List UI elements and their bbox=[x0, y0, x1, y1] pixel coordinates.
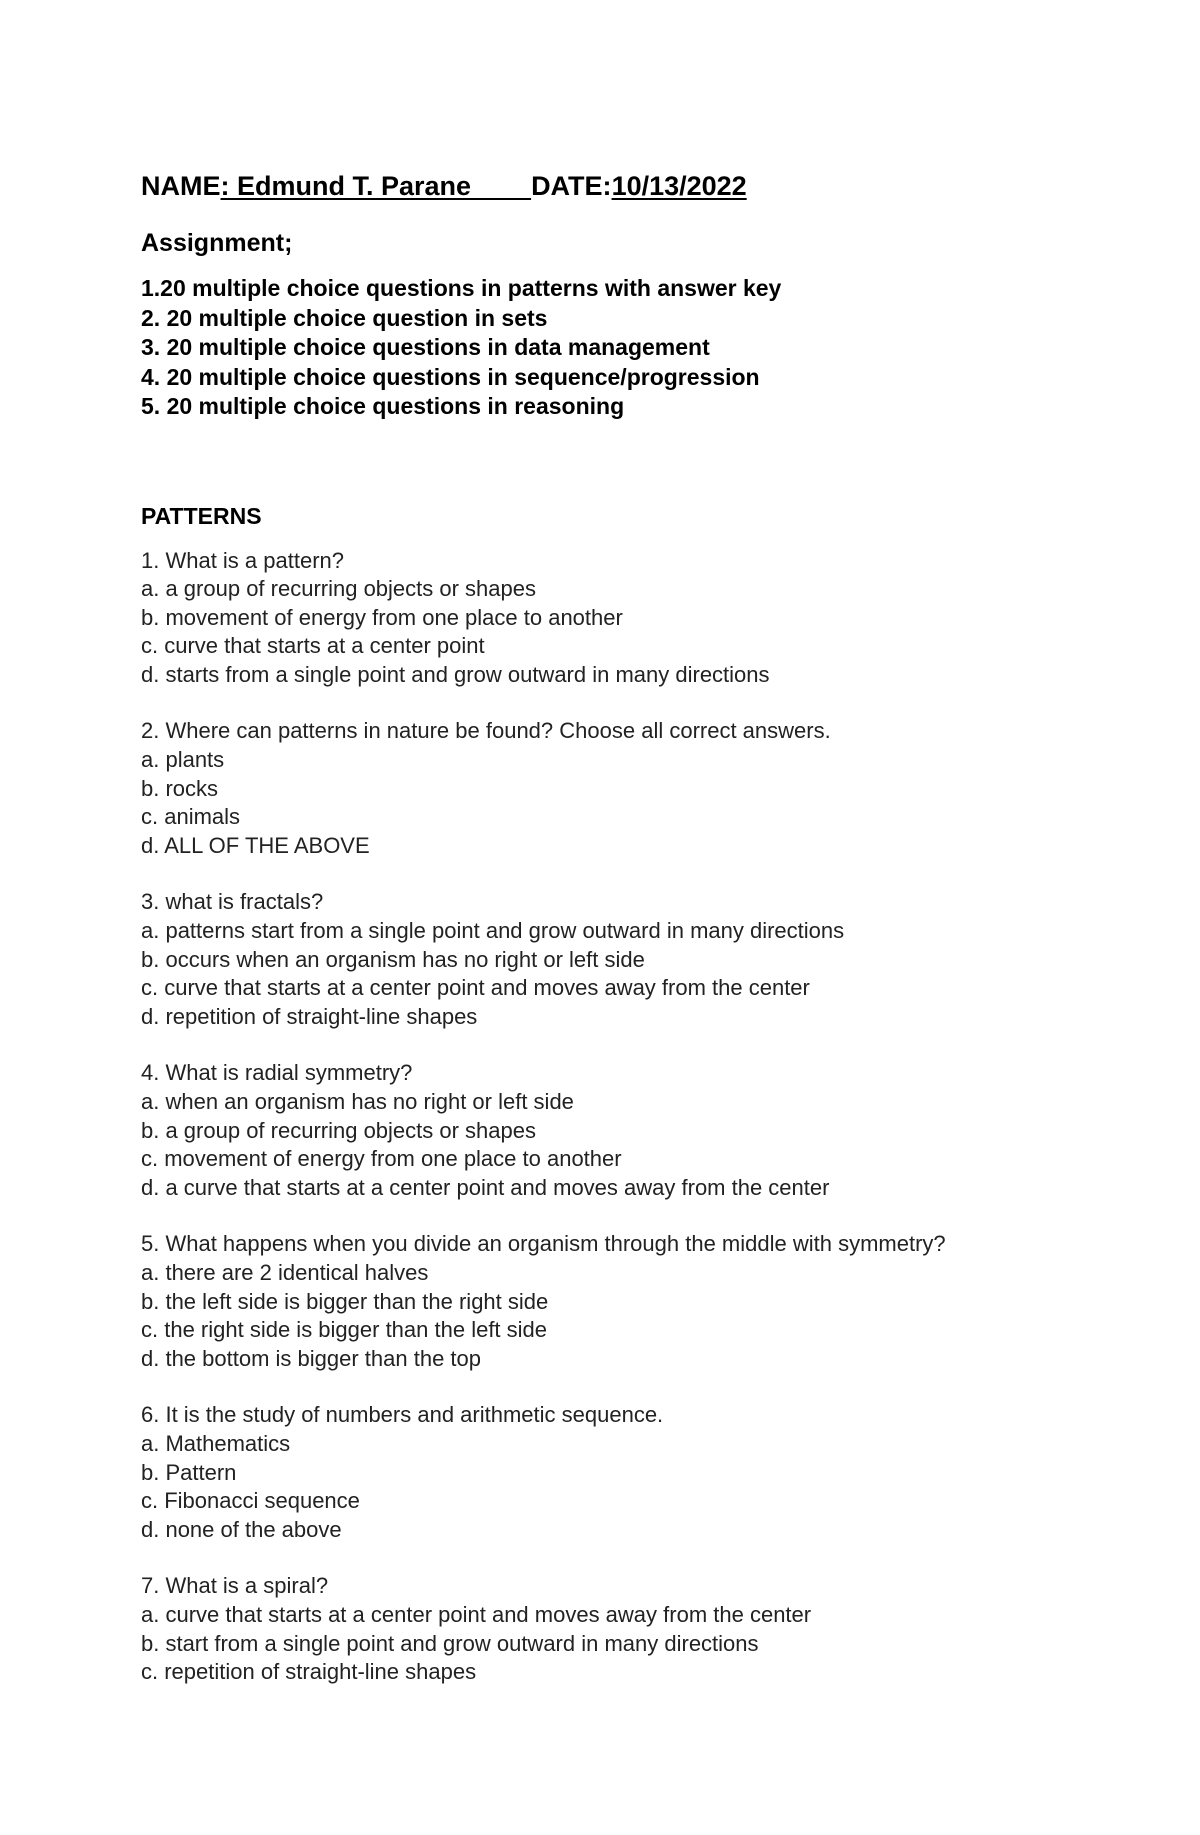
answer-option: c. curve that starts at a center point bbox=[141, 633, 485, 659]
answer-option: c. curve that starts at a center point and moves away from the center bbox=[141, 975, 810, 1001]
assignment-item: 2. 20 multiple choice question in sets bbox=[141, 304, 548, 331]
question-text: 5. What happens when you divide an organism through the middle with symmetry? bbox=[141, 1231, 946, 1257]
answer-option: a. when an organism has no right or left side bbox=[141, 1089, 574, 1114]
assignment-item: 5. 20 multiple choice questions in reasoning bbox=[141, 393, 625, 419]
answer-option: c. Fibonacci sequence bbox=[141, 1488, 360, 1514]
answer-option: b. rocks bbox=[141, 775, 219, 801]
answer-option: b. a group of recurring objects or shapes bbox=[141, 1117, 537, 1143]
answer-option: a. there are 2 identical halves bbox=[141, 1259, 429, 1285]
question-5 bbox=[141, 1230, 1141, 1373]
question-text: 6. It is the study of numbers and arithmetic sequence. bbox=[141, 1402, 664, 1428]
assignment-item: 3. 20 multiple choice questions in data management bbox=[141, 334, 710, 360]
question-6 bbox=[141, 1401, 1141, 1544]
name-label: NAME bbox=[141, 171, 221, 201]
answer-option: c. movement of energy from one place to another bbox=[141, 1146, 622, 1172]
question-2 bbox=[141, 717, 1141, 860]
question-text: 7. What is a spiral? bbox=[141, 1573, 329, 1599]
answer-option: b. occurs when an organism has no right or left side bbox=[141, 946, 645, 972]
answer-option: a. a group of recurring objects or shapes bbox=[141, 576, 537, 602]
question-text: 4. What is radial symmetry? bbox=[141, 1060, 413, 1086]
answer-option: c. repetition of straight-line shapes bbox=[141, 1659, 477, 1685]
question-text: 1. What is a pattern? bbox=[141, 547, 344, 573]
answer-option: d. repetition of straight-line shapes bbox=[141, 1003, 478, 1029]
assignment-item: 1.20 multiple choice questions in patterns with answer key bbox=[141, 275, 782, 301]
header-line bbox=[141, 167, 1141, 205]
name-value: : Edmund T. Parane bbox=[220, 171, 532, 201]
answer-option: c. the right side is bigger than the left side bbox=[141, 1317, 548, 1343]
question-3 bbox=[141, 888, 1141, 1031]
question-4 bbox=[141, 1059, 1141, 1202]
question-7 bbox=[141, 1572, 1141, 1686]
section-title: PATTERNS bbox=[141, 502, 262, 529]
answer-option: a. plants bbox=[141, 747, 225, 773]
answer-option: a. patterns start from a single point and grow outward in many directions bbox=[141, 918, 845, 944]
question-list bbox=[141, 547, 1141, 1687]
document-page bbox=[141, 167, 1141, 1715]
question-1 bbox=[141, 547, 1141, 690]
answer-option: d. none of the above bbox=[141, 1516, 342, 1542]
answer-option: b. the left side is bigger than the right side bbox=[141, 1288, 549, 1314]
assignment-title: Assignment; bbox=[141, 229, 293, 257]
assignment-list bbox=[141, 274, 1141, 422]
answer-option: c. animals bbox=[141, 804, 241, 830]
answer-option: d. a curve that starts at a center point and moves away from the center bbox=[141, 1174, 830, 1200]
assignment-item: 4. 20 multiple choice questions in sequence/progression bbox=[141, 363, 760, 390]
date-label: DATE: bbox=[531, 171, 612, 201]
answer-option: b. Pattern bbox=[141, 1459, 237, 1485]
answer-option: d. ALL OF THE ABOVE bbox=[141, 832, 370, 858]
answer-option: b. start from a single point and grow outward in many directions bbox=[141, 1630, 759, 1656]
date-value: 10/13/2022 bbox=[611, 171, 747, 201]
answer-option: b. movement of energy from one place to another bbox=[141, 604, 623, 630]
answer-option: a. curve that starts at a center point and moves away from the center bbox=[141, 1601, 812, 1627]
question-text: 2. Where can patterns in nature be found? Choose all correct answers. bbox=[141, 718, 831, 744]
answer-option: d. starts from a single point and grow outward in many directions bbox=[141, 661, 770, 687]
question-text: 3. what is fractals? bbox=[141, 889, 324, 915]
answer-option: a. Mathematics bbox=[141, 1430, 291, 1456]
answer-option: d. the bottom is bigger than the top bbox=[141, 1345, 482, 1371]
